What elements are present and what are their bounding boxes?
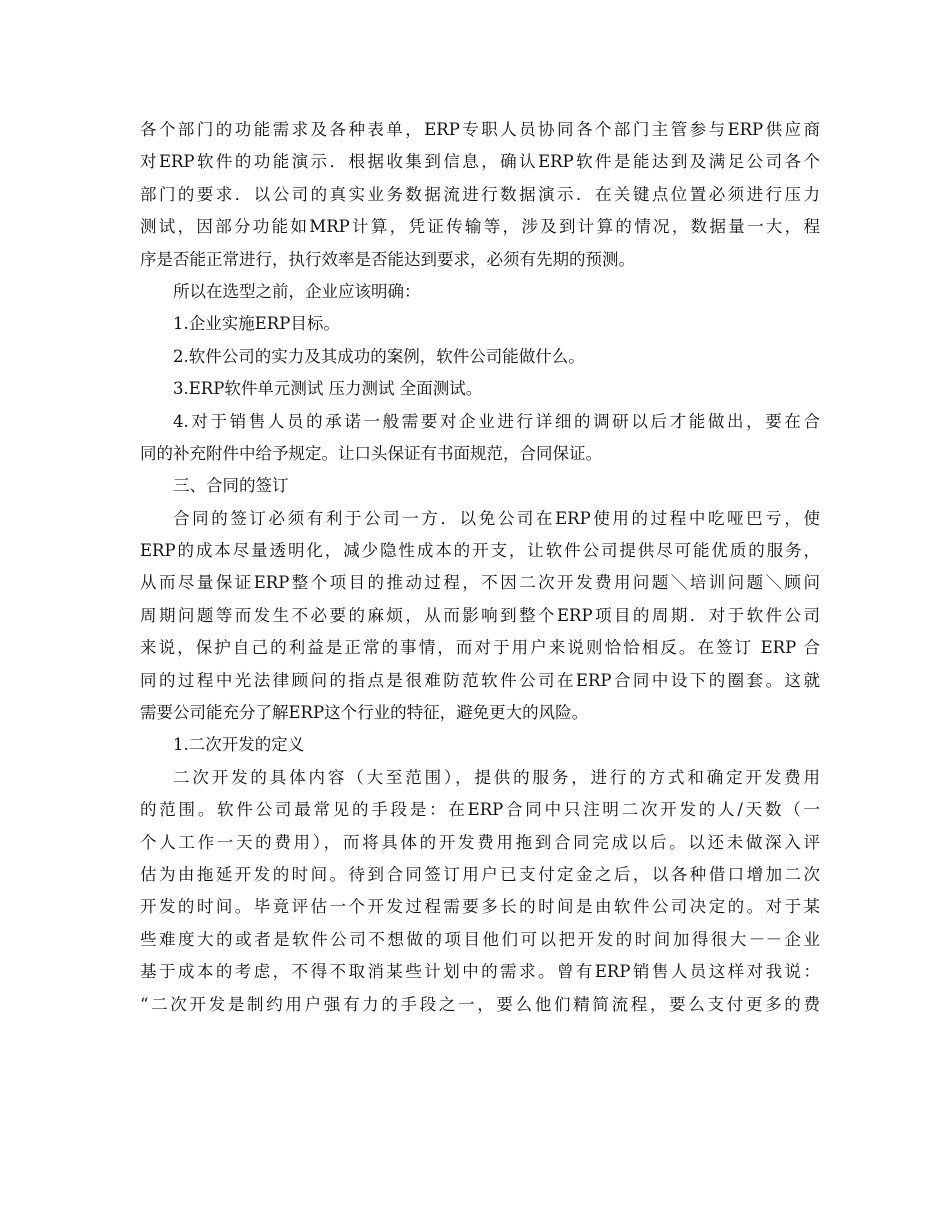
text-line: 从而尽量保证ERP整个项目的推动过程，不因二次开发费用问题＼培训问题＼顾问 [140, 573, 820, 593]
text-line: 部门的要求．以公司的真实业务数据流进行数据演示．在关键点位置必须进行压力 [140, 184, 820, 204]
section-heading: 三、合同的签订 [173, 476, 289, 496]
text-line: 基于成本的考虑，不得不取消某些计划中的需求。曾有ERP销售人员这样对我说： [140, 962, 820, 982]
text-line: 同的补充附件中给予规定。让口头保证有书面规范，合同保证。 [140, 443, 602, 463]
text-line: 估为由拖延开发的时间。待到合同签订用户已支付定金之后，以各种借口增加二次 [140, 864, 820, 884]
list-item: 1.企业实施ERP目标。 [173, 314, 340, 334]
text-line: 的范围。软件公司最常见的手段是：在ERP合同中只注明二次开发的人/天数（一 [140, 800, 820, 820]
text-line: 个人工作一天的费用），而将具体的开发费用拖到合同完成以后。以还未做深入评 [140, 832, 820, 852]
text-line: 周期问题等而发生不必要的麻烦，从而影响到整个ERP项目的周期．对于软件公司 [140, 605, 820, 625]
text-line: 二次开发的具体内容（大至范围），提供的服务，进行的方式和确定开发费用 [173, 767, 820, 787]
list-item: 4.对于销售人员的承诺一般需要对企业进行详细的调研以后才能做出，要在合 [173, 411, 820, 431]
text-line: 需要公司能充分了解ERP这个行业的特征，避免更大的风险。 [140, 703, 589, 723]
text-line: 同的过程中光法律顾问的指点是很难防范软件公司在ERP合同中设下的圈套。这就 [140, 670, 820, 690]
text-line: “二次开发是制约用户强有力的手段之一，要么他们精简流程，要么支付更多的费 [140, 994, 820, 1014]
text-line: 测试，因部分功能如MRP计算，凭证传输等，涉及到计算的情况，数据量一大，程 [140, 217, 820, 237]
text-line: ERP的成本尽量透明化，减少隐性成本的开支，让软件公司提供尽可能优质的服务， [140, 541, 820, 561]
text-line: 开发的时间。毕竟评估一个开发过程需要多长的时间是由软件公司决定的。对于某 [140, 897, 820, 917]
text-line: 合同的签订必须有利于公司一方．以免公司在ERP使用的过程中吃哑巴亏，使 [173, 508, 820, 528]
text-line: 来说，保护自己的利益是正常的事情，而对于用户来说则恰恰相反。在签订 ERP 合 [140, 638, 820, 658]
list-item: 3.ERP软件单元测试 压力测试 全面测试。 [173, 379, 483, 399]
text-line: 所以在选型之前，企业应该明确： [173, 281, 421, 301]
document-page [140, 114, 820, 1021]
text-line: 各个部门的功能需求及各种表单，ERP专职人员协同各个部门主管参与ERP供应商 [140, 120, 820, 139]
list-item: 2.软件公司的实力及其成功的案例，软件公司能做什么。 [173, 346, 585, 366]
text-line: 些难度大的或者是软件公司不想做的项目他们可以把开发的时间加得很大－－企业 [140, 929, 820, 949]
text-line: 序是否能正常进行，执行效率是否能达到要求，必须有先期的预测。 [140, 249, 635, 269]
text-line: 对ERP软件的功能演示．根据收集到信息，确认ERP软件是能达到及满足公司各个 [140, 152, 820, 172]
subsection-heading: 1.二次开发的定义 [173, 735, 305, 755]
